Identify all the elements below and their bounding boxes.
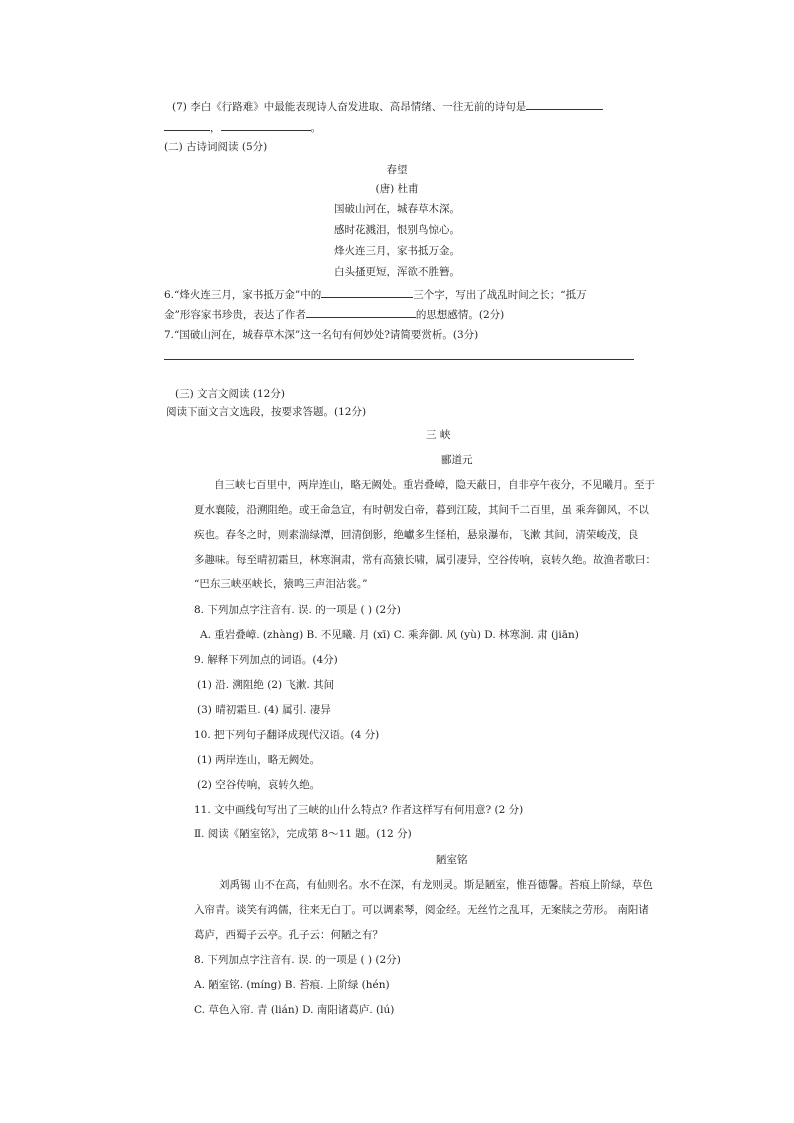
loushi-title: 陋室铭 [436, 854, 468, 866]
q8: 8. 下列加点字注音有. 误. 的一项是 ( ) (2分) [194, 604, 401, 616]
q6-blank-2[interactable] [306, 306, 416, 318]
loushi-text-line: 葛庐，西蜀子云亭。孔子云：何陋之有？ [194, 929, 383, 941]
section2-title: (二) 古诗词阅读 (5分) [164, 141, 268, 153]
poem-line: 国破山河在，城春草木深。 [334, 203, 460, 215]
poem-line: 白头搔更短，浑欲不胜簪。 [334, 266, 460, 278]
poem-author: (唐) 杜甫 [375, 183, 419, 195]
q6-text-b: 三个字，写出了战乱时间之长；“抵万 [413, 289, 587, 301]
q7-blank-1[interactable] [526, 98, 603, 110]
q10: 10. 把下列句子翻译成现代汉语。(4 分) [194, 729, 380, 741]
q9-row1: (1) 沿. 溯阻绝 (2) 飞漱. 其间 [197, 679, 335, 691]
poem-line: 感时花溅泪，恨别鸟惊心。 [334, 224, 460, 236]
sanxia-text-line: “巴东三峡巫峡长，猿鸣三声泪沾裳。” [194, 578, 368, 590]
q6-text-d: 的思想感情。(2分) [415, 309, 505, 321]
q6-blank-1[interactable] [321, 286, 413, 298]
q8-options: A. 重岩叠嶂. (zhàng) B. 不见曦. 月 (xī) C. 乘奔御. 风 (yù) D. 林寒涧. 肃 (jiān) [200, 629, 579, 641]
q6-line1 [164, 286, 587, 302]
q9: 9. 解释下列加点的词语。(4分) [194, 654, 338, 666]
part-ii-heading: Ⅱ. 阅读《陋室铭》，完成第 8～11 题。(12 分) [194, 828, 412, 840]
poem-line: 烽火连三月，家书抵万金。 [334, 245, 460, 257]
sanxia-text-line: 疾也。春冬之时，则素湍绿潭，回清倒影，绝巘多生怪柏，悬泉瀑布，飞漱 其间，清荣峻茂，良 [194, 529, 639, 541]
section3-intro: 阅读下面文言文选段，按要求答题。(12分) [166, 406, 367, 418]
sanxia-text-line: 夏水襄陵，沿溯阻绝。或王命急宣，有时朝发白帝，暮到江陵，其间千二百里，虽 乘奔御风，不以 [194, 504, 649, 516]
q6-text-c: 金”形容家书珍贵，表达了作者 [164, 309, 306, 321]
q8b-options-row1: A. 陋室铭. (míng) B. 苔痕. 上阶绿 (hén) [194, 979, 390, 991]
q7-line2 [164, 119, 321, 135]
q7-blank-3[interactable] [221, 119, 311, 131]
q7-blank-2[interactable] [164, 119, 210, 131]
sanxia-text-line: 自三峡七百里中，两岸连山，略无阙处。重岩叠嶂，隐天蔽日，自非亭午夜分，不见曦月。至于 [214, 479, 655, 491]
sanxia-author: 郦道元 [441, 454, 473, 466]
loushi-text-line: 入帘青。谈笑有鸿儒，往来无白丁。可以调素琴，阅金经。无丝竹之乱耳，无案牍之劳形。 南阳诸 [194, 904, 649, 916]
section3-title: (三) 文言文阅读 (12分) [175, 388, 285, 400]
q8b: 8. 下列加点字注音有. 误. 的一项是 ( ) (2分) [194, 954, 401, 966]
sanxia-title: 三 峡 [426, 429, 451, 441]
q7-period: 。 [310, 122, 321, 134]
q8b-options-row2: C. 草色入帘. 青 (lián) D. 南阳诸葛庐. (lú) [194, 1004, 395, 1016]
q7b-answer-line[interactable] [164, 359, 634, 360]
q10-item1: (1) 两岸连山，略无阙处。 [197, 754, 321, 766]
q9-row2: (3) 晴初霜旦. (4) 属引. 凄异 [197, 704, 331, 716]
q7-text: (7) 李白《行路难》中最能表现诗人奋发进取、高昂情绪、一往无前的诗句是 [172, 101, 527, 113]
q10-item2: (2) 空谷传响，哀转久绝。 [197, 779, 321, 791]
q6-line2 [164, 306, 504, 322]
sanxia-text-line: 多趣味。每至晴初霜旦，林寒涧肃，常有高猿长啸，属引凄异，空谷传响，哀转久绝。故渔者歌曰： [194, 554, 656, 566]
poem-title: 春望 [386, 164, 408, 176]
q11: 11. 文中画线句写出了三峡的山什么特点? 作者这样写有何用意? (2 分) [194, 804, 524, 816]
q7-line1 [172, 98, 603, 114]
loushi-text-line: 刘禹锡 山不在高，有仙则名。水不在深，有龙则灵。斯是陋室，惟吾德馨。苔痕上阶绿，草色 [219, 879, 653, 891]
q7b: 7.“国破山河在，城春草木深”这一名句有何妙处?请简要赏析。(3分) [164, 329, 479, 341]
q6-text-a: 6.“烽火连三月，家书抵万金”中的 [164, 289, 322, 301]
q7-comma: ， [210, 122, 221, 134]
